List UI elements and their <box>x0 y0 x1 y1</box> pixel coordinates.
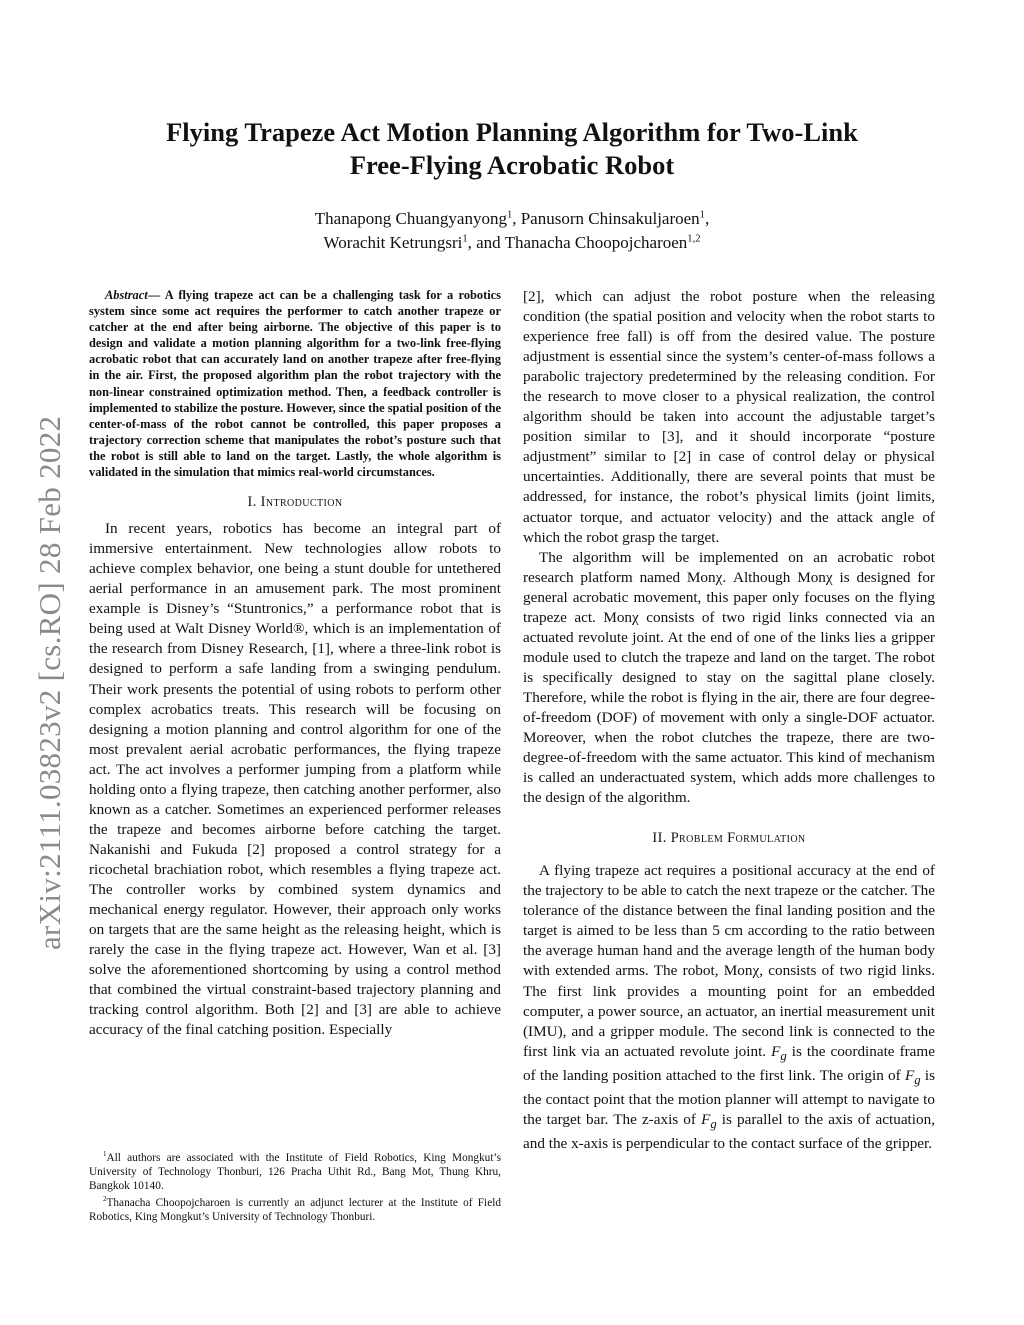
author-affiliation-mark: 1,2 <box>687 233 701 245</box>
footnote-mark: 1 <box>103 1150 107 1159</box>
author-name: , Panusorn Chinsakuljaroen <box>512 209 700 228</box>
footnote-adjunct <box>89 1196 501 1224</box>
abstract-label: Abstract <box>105 288 148 302</box>
section-title: Introduction <box>260 494 343 511</box>
author-name: Worachit Ketrungsri <box>323 233 463 252</box>
section-number: II. <box>652 830 667 847</box>
section-title: Problem Formulation <box>670 830 806 847</box>
paragraph-text: A flying trapeze act requires a positional accuracy at the end of the trajectory to be able to catch the next trapeze or the catcher. The tolerance of the distance between the final landing position and the target is aimed to be less than 5 cm according to the ratio between the average human hand and the average length of the human body with extended arms. The robot, Monχ, consists of two rigid links. The first link provides a mounting point for an embedded computer, a power source, an actuator, an inertial measurement unit (IMU), and a gripper module. The second link is connected to the first link via an actuated revolute joint. <box>523 862 935 1060</box>
author-list <box>100 207 924 255</box>
introduction-paragraph-monchi: The algorithm will be implemented on an acrobatic robot research platform named Monχ. Although Monχ is designed for general acrobatic movement, this paper only focuses on the flying trapeze act. Monχ consists of two rigid links connected via an actuated revolute joint. At the end of one of the links lies a gripper module used to clutch the trapeze and land on the target. The robot is specifically designed to stay on the sagittal plane closely. Therefore, while the robot is flying in the air, there are four degree-of-freedom (DOF) of movement with only a single-DOF actuator. Moreover, when the robot clutches the trapeze, there are two-degree-of-freedom with the same actuator. This kind of mechanism is called an underactuated system, which adds more challenges to the design of the algorithm. <box>523 548 935 807</box>
authors-line-1 <box>100 207 924 231</box>
author-name: , and Thanacha Choopojcharoen <box>467 233 688 252</box>
authors-line-2 <box>100 231 924 255</box>
frame-symbol: $F_g$ <box>904 1066 921 1087</box>
section-heading-introduction <box>89 494 501 511</box>
section-number: I. <box>247 494 257 511</box>
author-name: Thanapong Chuangyanyong <box>314 209 507 228</box>
frame-symbol: $F_g$ <box>771 1042 787 1063</box>
footnote-text: All authors are associated with the Institute of Field Robotics, King Mongkut’s University of Technology Thonburi, 126 Pracha Uthit Rd., Bang Mot, Thung Khru, Bangkok 10140. <box>89 1152 501 1193</box>
arxiv-identifier-stamp <box>22 350 70 950</box>
author-affiliation-mark: 1 <box>506 209 513 221</box>
right-column <box>523 287 935 1154</box>
footnote-text: Thanacha Choopojcharoen is currently an adjunct lecturer at the Institute of Field Robotics, King Mongkut’s University of Technology Thonburi. <box>89 1196 501 1223</box>
left-column <box>89 287 501 1040</box>
introduction-paragraph-continued: [2], which can adjust the robot posture when the releasing condition (the spatial position and velocity when the robot starts to experience free fall) is off from the desired value. The posture adjustment is essential since the system’s center-of-mass follows a parabolic trajectory predetermined by the releasing condition. For the research to move closer to a physical realization, the control algorithm should be taken into account the adjustable target’s position similar to [3], and it should incorporate “posture adjustment” similar to [2] in case of control delay or physical uncertainties. Additionally, there are several points that must be addressed, for instance, the robot’s physical limits (joint limits, actuator torque, and actuator velocity) and the attack angle of which the robot grasp the target. <box>523 288 935 546</box>
footnotes <box>89 1151 501 1226</box>
frame-symbol: $F_g$ <box>701 1110 717 1131</box>
author-affiliation-mark: 1 <box>462 233 468 245</box>
arxiv-identifier-text: arXiv:2111.03823v2 [cs.RO] 28 Feb 2022 <box>32 415 67 950</box>
paper-title <box>100 116 924 182</box>
paragraph-text: is the coordinate frame of the landing position attached to the first link. The origin of <box>523 1042 935 1084</box>
footnote-mark: 2 <box>103 1194 107 1203</box>
introduction-paragraph: In recent years, robotics has become an integral part of immersive entertainment. New technologies allow robots to achieve complex behavior, one being a stunt double for untethered aerial performance in an amusement park. The most prominent example is Disney’s “Stuntronics,” a performance robot that is being used at Walt Disney World®, which is an implementation of the research from Disney Research, [1], where a three-link robot is designed to perform a safe landing from a swinging pendulum. Their work presents the potential of using robots to perform other complex acrobatics treats. This research will be focusing on designing a motion planning and control algorithm for one of the most prevalent aerial acrobatic performances, the flying trapeze act. The act involves a performer jumping from a platform while holding onto a flying trapeze, then catching another performer, also known as a catcher. Sometimes an experienced performer releases the trapeze and becomes airborne before catching the target. Nakanishi and Fukuda [2] proposed a control strategy for a ricochetal brachiation robot, which resembles a flying trapeze act. The controller works by combined system dynamics and mechanical energy regulator. However, their approach only works on targets that are the same height as the releasing height, which is rarely the case in the flying trapeze act. However, Wan et al. [3] solve the aforementioned shortcoming by using a control method that combined the virtual constraint-based trajectory planning and tracking control algorithm. Both [2] and [3] are able to achieve accuracy of the final catching position. Especially <box>89 520 501 1039</box>
title-line-1: Flying Trapeze Act Motion Planning Algorithm for Two-Link <box>166 117 858 147</box>
paragraph-text: is parallel to the axis of actuation, and the x-axis is perpendicular to the contact surface of the gripper. <box>523 1110 935 1152</box>
paragraph-text: is the contact point that the motion planner will attempt to navigate to the target bar. The z-axis of <box>523 1066 935 1128</box>
problem-formulation-paragraph <box>523 861 935 1154</box>
footnote-affiliation <box>89 1151 501 1194</box>
section-heading-problem-formulation <box>523 830 935 847</box>
author-separator: , <box>704 209 710 228</box>
author-affiliation-mark: 1 <box>699 209 705 221</box>
abstract <box>89 287 501 480</box>
title-line-2: Free-Flying Acrobatic Robot <box>349 150 675 180</box>
abstract-text: — A flying trapeze act can be a challenging task for a robotics system since some act requires the performer to catch another trapeze or catcher at the end after being airborne. The objective of this paper is to design and validate a motion planning algorithm for a two-link free-flying acrobatic robot that can accurately land on another trapeze after free-flying in the air. First, the proposed algorithm plan the robot trajectory with the non-linear constrained optimization method. Then, a feedback controller is implemented to stabilize the posture. However, since the spatial position of the center-of-mass of the robot cannot be controlled, this paper proposes a trajectory correction scheme that manipulates the robot’s posture such that the robot is still able to land on the target. Lastly, the whole algorithm is validated in the simulation that mimics real-world circumstances. <box>89 288 501 480</box>
